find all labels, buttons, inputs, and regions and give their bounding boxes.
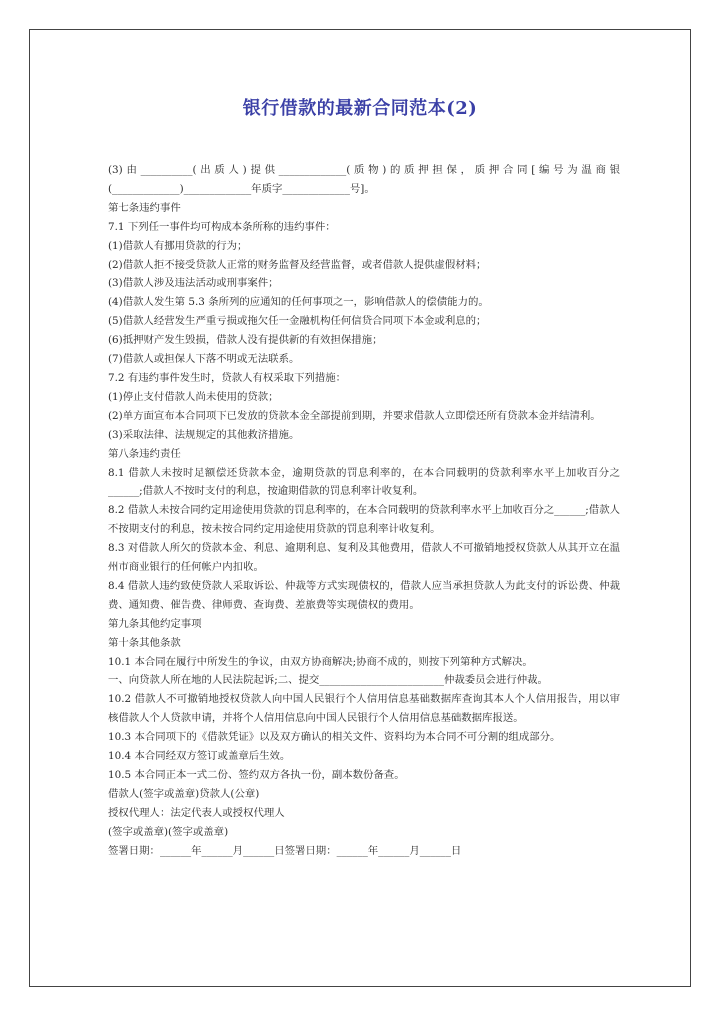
clause-10-2: 10.2 借款人不可撤销地授权贷款人向中国人民银行个人信用信息基础数据库查询其本人个人信用报告，用以审核借款人个人贷款申请，并将个人信用信息向中国人民银行个人信用信息基础数据库报送。 <box>108 693 620 725</box>
clause-8-4: 8.4 借款人违约致使贷款人采取诉讼、仲裁等方式实现债权的，借款人应当承担贷款人为此支付的诉讼费、仲裁费、通知费、催告费、律师费、查询费、差旅费等实现债权的费用。 <box>108 579 620 611</box>
clause-10-3: 10.3 本合同项下的《借款凭证》以及双方确认的相关文件、资料均为本合同不可分割的组成部分。 <box>108 731 561 744</box>
clause-10-1-options: 一、向贷款人所在地的人民法院起诉;二、提交________________________仲裁委员会进行仲裁。 <box>108 674 548 687</box>
clause-10-4: 10.4 本合同经双方签订或盖章后生效。 <box>108 750 291 763</box>
section-heading-8: 第八条违约责任 <box>108 447 181 460</box>
clause-8-3: 8.3 对借款人所欠的贷款本金、利息、逾期利息、复利及其他费用，借款人不可撤销地授权贷款人从其开立在温州市商业银行的任何帐户内扣收。 <box>108 542 620 574</box>
clause-7-1-item-5: (5)借款人经营发生严重亏损或拖欠任一金融机构任何信贷合同项下本金或利息的； <box>108 315 487 328</box>
document-body <box>108 161 620 861</box>
clause-7-1: 7.1 下列任一事件均可构成本条所称的违约事件： <box>108 220 336 233</box>
clause-7-2-item-3: (3)采取法律、法规规定的其他救济措施。 <box>108 428 300 441</box>
signature-dates: 签署日期：______年______月______日签署日期：______年______月______日 <box>108 844 462 857</box>
section-heading-10: 第十条其他条款 <box>108 636 181 649</box>
clause-7-1-item-4: (4)借款人发生第 5.3 条所列的应通知的任何事项之一，影响借款人的偿债能力的。 <box>108 296 489 309</box>
clause-10-5: 10.5 本合同正本一式二份、签约双方各执一份，副本数份备查。 <box>108 769 405 781</box>
clause-7-2-item-2: (2)单方面宣布本合同项下已发放的贷款本金全部提前到期，并要求借款人立即偿还所有贷款本金并结清利。 <box>108 409 601 422</box>
clause-pledge: (3)由__________(出质人)提供_____________(质物)的质押担保，质押合同[编号为温商银(_____________)_____________年质字_____________号]。 <box>108 164 620 195</box>
clause-8-2: 8.2 借款人未按合同约定用途使用贷款的罚息利率的，在本合同载明的贷款利率水平上加收百分之______;借款人不按期支付的利息，按未按合同约定用途使用贷款的罚息利率计收复利。 <box>108 504 620 536</box>
clause-7-1-item-7: (7)借款人或担保人下落不明或无法联系。 <box>108 353 300 366</box>
document-page <box>29 29 691 987</box>
clause-7-1-item-6: (6)抵押财产发生毁损，借款人没有提供新的有效担保措施； <box>108 334 383 347</box>
document-title: 银行借款的最新合同范本(2) <box>242 98 478 119</box>
clause-7-1-item-3: (3)借款人涉及违法活动或刑事案件； <box>108 277 279 290</box>
signature-agents: 授权代理人：法定代表人或授权代理人 <box>108 806 285 819</box>
clause-7-1-item-2: (2)借款人拒不接受贷款人正常的财务监督及经营监督，或者借款人提供虚假材料； <box>108 258 487 271</box>
clause-8-1: 8.1 借款人未按时足额偿还贷款本金，逾期贷款的罚息利率的，在本合同载明的贷款利率水平上加收百分之______;借款人不按时支付的利息，按逾期借款的罚息利率计收复利。 <box>108 466 620 498</box>
section-heading-9: 第九条其他约定事项 <box>108 617 202 630</box>
signature-stamp: (签字或盖章)(签字或盖章) <box>108 825 229 838</box>
clause-7-1-item-1: (1)借款人有挪用贷款的行为； <box>108 239 248 252</box>
clause-7-2: 7.2 有违约事件发生时，贷款人有权采取下列措施： <box>108 371 347 384</box>
signature-parties: 借款人(签字或盖章)贷款人(公章) <box>108 787 260 800</box>
clause-10-1: 10.1 本合同在履行中所发生的争议，由双方协商解决;协商不成的，则按下列第种方式解决。 <box>108 655 533 668</box>
clause-7-2-item-1: (1)停止支付借款人尚未使用的贷款； <box>108 390 279 403</box>
section-heading-7: 第七条违约事件 <box>108 201 181 214</box>
